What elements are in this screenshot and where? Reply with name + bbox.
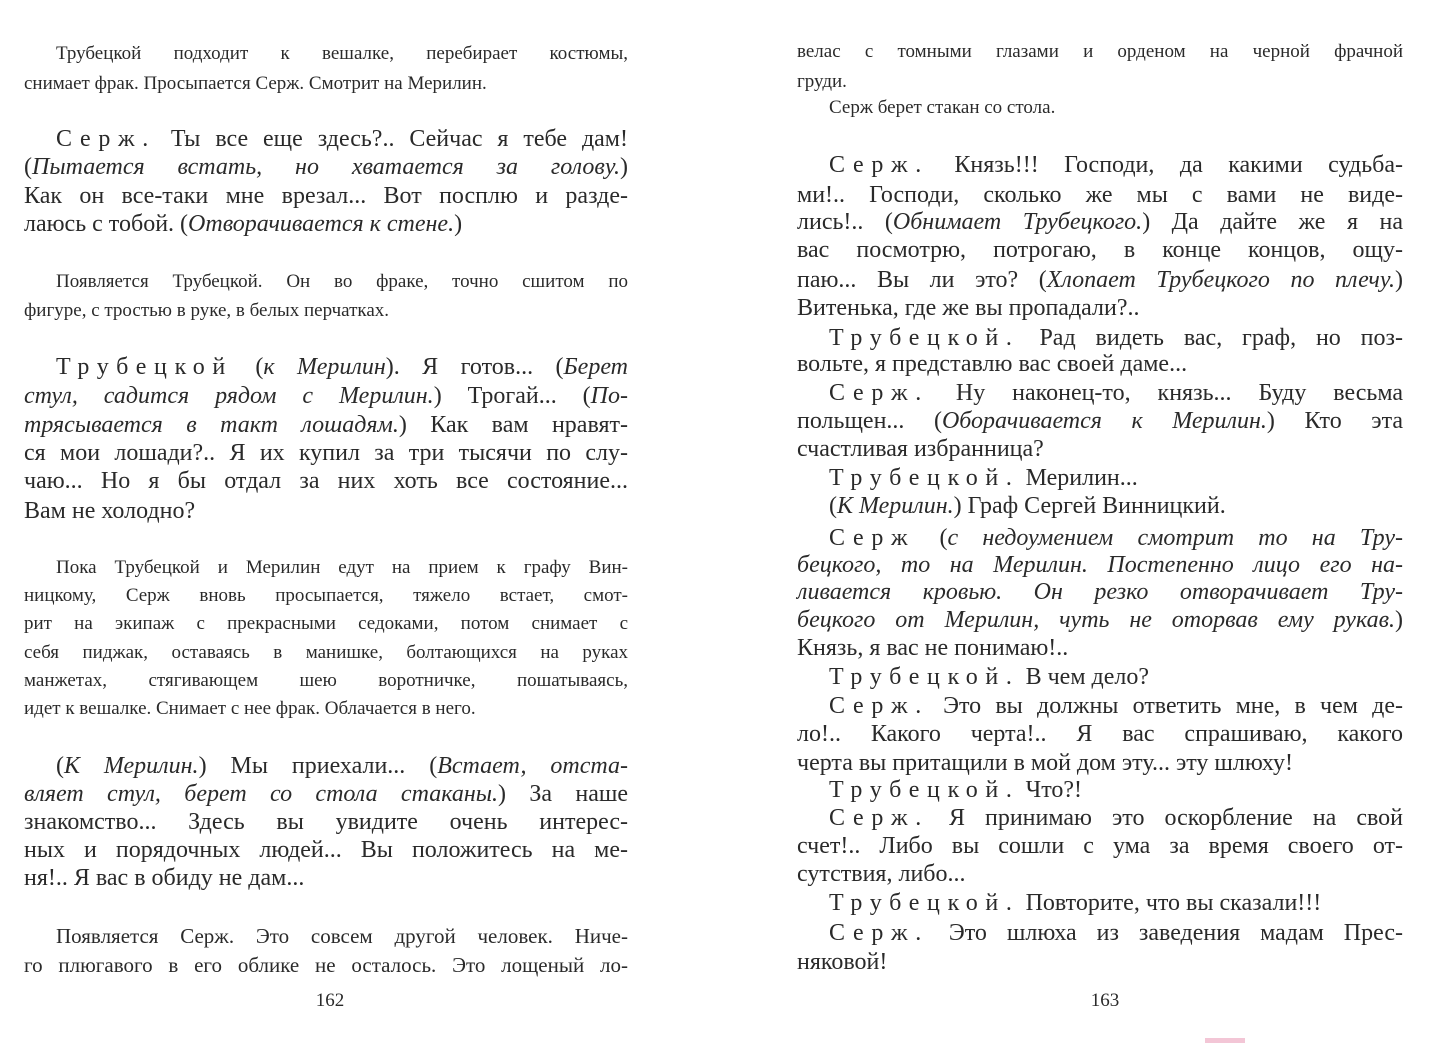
stage-direction: Отворачивается к стене.	[188, 211, 455, 237]
stage-direction: ливается кровью. Он резко отворачивает Тру-	[797, 579, 1403, 605]
page-number: 162	[315, 990, 345, 1011]
text-segment: ницкому, Серж вновь просыпается, тяжело встает, смот-	[24, 585, 628, 606]
text-segment: Князь!!! Господи, да какими судьба-	[928, 152, 1403, 178]
text-line	[829, 691, 1403, 721]
text-line	[829, 378, 1403, 408]
text-segment: Витенька, где же вы пропадали?..	[797, 295, 1140, 321]
text-segment: манжетах, стягивающем шею воротничке, пошатываясь,	[24, 670, 628, 691]
text-segment: )	[1395, 607, 1403, 633]
text-line	[829, 463, 1403, 493]
stage-direction: Хлопает Трубецкого по плечу.	[1046, 267, 1395, 293]
text-line	[797, 633, 1403, 663]
speaker-name: Серж.	[829, 380, 929, 406]
text-segment: рит на экипаж с прекрасными седоками, потом снимает с	[24, 613, 628, 634]
text-line	[797, 550, 1403, 580]
text-segment: Это шлюха из заведения мадам Прес-	[928, 920, 1403, 946]
text-line	[56, 751, 628, 781]
text-segment: ) Как вам нравят-	[398, 412, 628, 438]
text-line	[24, 381, 628, 411]
text-line	[24, 181, 628, 211]
text-segment: ) Кто эта	[1266, 408, 1404, 434]
text-segment: (	[24, 154, 32, 180]
text-line	[24, 438, 628, 468]
text-line	[24, 638, 628, 668]
text-line	[56, 39, 628, 69]
text-line	[24, 410, 628, 440]
text-segment: Это вы должны ответить мне, в чем де-	[928, 693, 1403, 719]
text-line	[797, 831, 1403, 861]
stage-direction: бецкого, то на Мерилин. Постепенно лицо его на-	[797, 552, 1403, 578]
text-line	[797, 859, 1403, 889]
text-line	[24, 779, 628, 809]
stage-direction: К Мерилин.	[837, 493, 954, 519]
text-segment: лаюсь с тобой. (	[24, 211, 189, 237]
text-segment: Князь, я вас не понимаю!..	[797, 635, 1069, 661]
text-segment: вас посмотрю, потрогаю, в конце концов, ощу-	[797, 237, 1403, 263]
speaker-name: Серж.	[56, 126, 156, 152]
text-segment: Я принимаю это оскорбление на свой	[928, 805, 1403, 831]
text-line	[56, 921, 628, 951]
text-line	[797, 293, 1403, 323]
text-line	[829, 491, 1403, 521]
text-segment: ло!.. Какого черта!.. Я вас спрашиваю, какого	[797, 721, 1403, 747]
stage-direction: бецкого от Мерилин, чуть не оторвав ему рукав.	[797, 607, 1395, 633]
text-line	[24, 694, 628, 724]
text-line	[24, 609, 628, 639]
text-line	[829, 523, 1403, 553]
text-segment: фигуре, с тростью в руке, в белых перчатках.	[24, 300, 390, 321]
text-segment: ) Мы приехали... (	[198, 753, 438, 779]
text-line	[24, 666, 628, 696]
text-line	[56, 267, 628, 297]
text-segment: Повторите, что вы сказали!!!	[1019, 890, 1322, 916]
text-segment: ся мои лошади?.. Я их купил за три тысячи по слу-	[24, 440, 628, 466]
stage-direction: Встает, отста-	[437, 753, 628, 779]
text-line	[24, 950, 628, 980]
stage-direction: стул, садится рядом с Мерилин.	[24, 383, 434, 409]
text-line	[24, 152, 628, 182]
text-line	[797, 406, 1403, 436]
text-segment: польщен... (	[797, 408, 942, 434]
text-segment: Появляется Серж. Это совсем другой человек. Ниче-	[56, 924, 628, 948]
text-segment: ми!.. Господи, сколько же мы с вами не виде-	[797, 182, 1403, 208]
text-line	[24, 296, 628, 326]
speaker-name: Серж.	[829, 920, 929, 946]
stage-direction: Берет	[563, 354, 628, 380]
stage-direction: трясывается в такт лошадям.	[24, 412, 399, 438]
text-line	[829, 888, 1403, 918]
text-line	[829, 662, 1403, 692]
text-segment: Вам не холодно?	[24, 498, 196, 524]
text-segment: ) Трогай... (	[433, 383, 591, 409]
text-segment: Трубецкой подходит к вешалке, перебирает костюмы,	[56, 43, 628, 64]
text-line	[56, 124, 628, 154]
text-segment: велас с томными глазами и орденом на черной фрачной	[797, 41, 1403, 62]
text-segment: себя пиджак, оставаясь в манишке, болтающихся на руках	[24, 642, 628, 663]
text-segment: лись!.. (	[797, 209, 893, 235]
speaker-name: Трубецкой	[56, 354, 233, 380]
text-segment: Мерилин...	[1019, 465, 1138, 491]
text-line	[797, 235, 1403, 265]
text-line	[56, 352, 628, 382]
stage-direction: Оборачивается к Мерилин.	[941, 408, 1267, 434]
stage-direction: К Мерилин.	[64, 753, 199, 779]
text-segment: (	[915, 525, 948, 551]
page-number: 163	[1090, 990, 1120, 1011]
stage-direction: к Мерилин	[263, 354, 386, 380]
speaker-name: Трубецкой.	[829, 465, 1020, 491]
text-line	[797, 434, 1403, 464]
text-line	[24, 581, 628, 611]
speaker-name: Трубецкой.	[829, 664, 1020, 690]
text-segment: няковой!	[797, 949, 888, 975]
text-line	[24, 863, 628, 893]
text-segment: ных и порядочных людей... Вы положитесь на ме-	[24, 837, 628, 863]
text-line	[829, 150, 1403, 180]
text-line	[24, 835, 628, 865]
text-line	[24, 496, 628, 526]
stage-direction: Пытается встать, но хватается за голову.	[32, 154, 620, 180]
text-line	[797, 719, 1403, 749]
text-segment: ) Граф Сергей Винницкий.	[953, 493, 1226, 519]
text-segment: черта вы притащили в мой дом эту... эту шлюху!	[797, 750, 1293, 776]
text-segment: чаю... Но я бы отдал за них хоть все состояние...	[24, 468, 628, 494]
text-segment: Что?!	[1019, 777, 1083, 803]
text-segment: ) За наше	[498, 781, 629, 807]
text-segment: ня!.. Я вас в обиду не дам...	[24, 865, 305, 891]
text-line	[24, 807, 628, 837]
text-segment: (	[829, 493, 837, 519]
speaker-name: Трубецкой.	[829, 890, 1020, 916]
speaker-name: Серж.	[829, 805, 929, 831]
text-segment: счет!.. Либо вы сошли с ума за время своего от-	[797, 833, 1403, 859]
stage-direction: с недоумением смотрит то на Тру-	[947, 525, 1403, 551]
text-line	[24, 69, 628, 99]
text-segment: сутствия, либо...	[797, 861, 966, 887]
text-segment: Пока Трубецкой и Мерилин едут на прием к графу Вин-	[56, 557, 628, 578]
speaker-name: Серж.	[829, 152, 929, 178]
speaker-name: Серж.	[829, 693, 929, 719]
text-segment: паю... Вы ли это? (	[797, 267, 1047, 293]
text-segment: (	[232, 354, 264, 380]
text-line	[56, 553, 628, 583]
text-segment: Как он все-таки мне врезал... Вот посплю и разде-	[24, 183, 628, 209]
text-line	[829, 803, 1403, 833]
text-segment: знакомство... Здесь вы увидите очень интерес-	[24, 809, 628, 835]
text-line	[829, 918, 1403, 948]
text-segment: идет к вешалке. Снимает с нее фрак. Облачается в него.	[24, 698, 476, 719]
text-segment: В чем дело?	[1019, 664, 1150, 690]
text-segment: го плюгавого в его облике не осталось. Это лощеный ло-	[24, 953, 628, 977]
text-segment: )	[454, 211, 463, 237]
text-segment: (	[56, 753, 64, 779]
text-line	[797, 605, 1403, 635]
text-segment: Ну наконец-то, князь... Буду весьма	[928, 380, 1403, 406]
text-line	[24, 209, 628, 239]
text-line	[797, 577, 1403, 607]
text-segment: Ты все еще здесь?.. Сейчас я тебе дам!	[155, 126, 628, 152]
text-line	[797, 349, 1403, 379]
speaker-name: Трубецкой.	[829, 777, 1020, 803]
text-segment: ) Да дайте же я на	[1142, 209, 1403, 235]
text-line	[797, 748, 1403, 778]
text-line	[829, 93, 1403, 123]
text-line	[797, 180, 1403, 210]
text-line	[797, 207, 1403, 237]
text-line	[829, 775, 1403, 805]
text-segment: Рад видеть вас, граф, но поз-	[1019, 325, 1403, 351]
text-segment: ). Я готов... (	[385, 354, 564, 380]
speaker-name: Серж	[829, 525, 916, 551]
text-segment: счастливая избранница?	[797, 436, 1044, 462]
right-page	[719, 0, 1438, 1043]
speaker-name: Трубецкой.	[829, 325, 1020, 351]
text-segment: Серж берет стакан со стола.	[829, 97, 1056, 118]
stage-direction: По-	[590, 383, 628, 409]
text-segment: )	[620, 154, 628, 180]
text-line	[24, 466, 628, 496]
text-segment: вольте, я представлю вас своей даме...	[797, 351, 1188, 377]
scan-mark	[1205, 1038, 1245, 1043]
stage-direction: вляет стул, берет со стола стаканы.	[24, 781, 498, 807]
stage-direction: Обнимает Трубецкого.	[892, 209, 1143, 235]
text-segment: снимает фрак. Просыпается Серж. Смотрит на Мерилин.	[24, 73, 487, 94]
text-segment: груди.	[797, 71, 847, 92]
text-segment: Появляется Трубецкой. Он во фраке, точно сшитом по	[56, 271, 628, 292]
text-segment: )	[1395, 267, 1403, 293]
text-line	[797, 265, 1403, 295]
text-line	[797, 37, 1403, 67]
text-line	[797, 947, 1403, 977]
